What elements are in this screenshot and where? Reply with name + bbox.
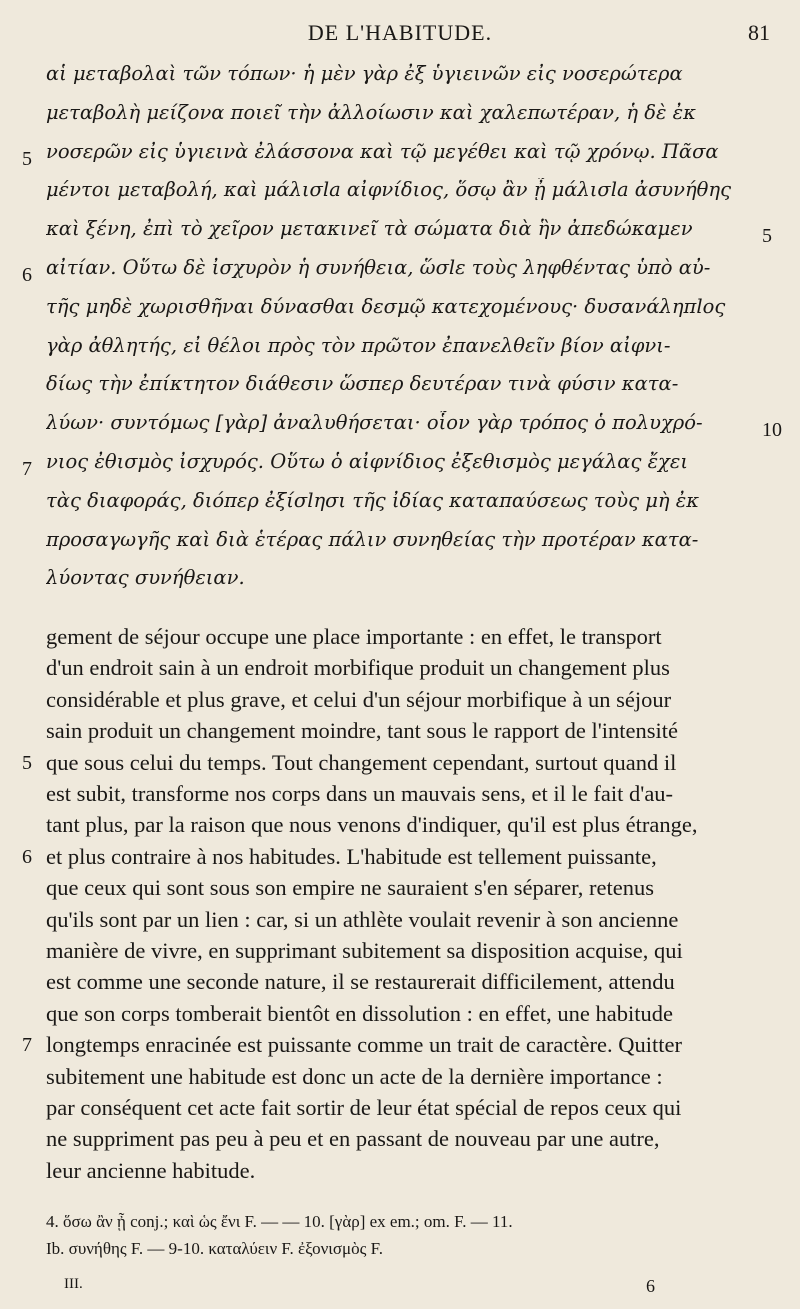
line-number-left: 6 <box>22 264 32 286</box>
notes-line: 4. ὅσω ἂν ᾖ conj.; καὶ ὡς ἔνι F. — — 10. [γὰρ] ex em.; om. F. — 11. <box>46 1212 513 1231</box>
line-number-right: 10 <box>762 419 782 442</box>
french-text-line: et plus contraire à nos habitudes. L'habitude est tellement puissante, <box>46 843 657 869</box>
gathering-number: 6 <box>646 1276 655 1296</box>
french-text-line: longtemps enracinée est puissante comme un trait de caractère. Quitter <box>46 1032 682 1058</box>
greek-text-line: λύων· συντόμως [γὰρ] ἀναλυθήσεται· οἷον γὰρ τρόπος ὁ πολυχρό- <box>46 411 703 435</box>
french-text-line: gement de séjour occupe une place importante : en effet, le transport <box>46 624 662 649</box>
greek-text-line: μεταβολὴ μείζονα ποιεῖ τὴν ἀλλοίωσιν καὶ χαλεπωτέραν, ἡ δὲ ἐκ <box>46 100 696 124</box>
running-title: DE L'HABITUDE. <box>307 20 493 45</box>
signature-mark: III. <box>64 1276 83 1292</box>
french-text-line: qu'ils sont par un lien : car, si un athlète voulait revenir à son ancienne <box>46 906 679 932</box>
french-text-line: considérable et plus grave, et celui d'un séjour morbifique à un séjour <box>46 686 672 712</box>
greek-text-line: νιος ἐθισμὸς ἰσχυρός. Οὕτω ὁ αἰφνίδιος ἐξεθισμὸς μεγάλας ἔχει <box>46 450 688 473</box>
greek-text-line: αἰτίαν. Οὕτω δὲ ἰσχυρὸν ἡ συνήθεια, ὥσlε τοὺς ληφθέντας ὑπὸ αὐ- <box>46 256 711 279</box>
greek-text-line: γὰρ ἀθλητής, εἰ θέλοι πρὸς τὸν πρῶτον ἐπανελθεῖν βίον αἰφνι- <box>46 333 671 357</box>
greek-text-line: τῆς μηδὲ χωρισθῆναι δύνασθαι δεσμῷ κατεχομένους· δυσανάληπlος <box>46 294 726 318</box>
french-text-line: d'un endroit sain à un endroit morbifique produit un changement plus <box>46 655 670 681</box>
line-number-left: 7 <box>22 1034 32 1057</box>
french-text-line: manière de vivre, en supprimant subitement sa disposition acquise, qui <box>46 938 683 963</box>
french-text-line: ne suppriment pas peu à peu et en passant de nouveau par une autre, <box>46 1126 660 1152</box>
greek-text-line: δίως τὴν ἐπίκτητον διάθεσιν ὥσπερ δευτέραν τινὰ φύσιν κατα- <box>46 372 679 396</box>
line-number-right: 5 <box>762 225 772 248</box>
french-text-line: que son corps tomberait bientôt en dissolution : en effet, une habitude <box>46 1000 673 1026</box>
greek-text-line: αἱ μεταβολαὶ τῶν τόπων· ἡ μὲν γὰρ ἐξ ὑγιεινῶν εἰς νοσερώτερα <box>46 62 683 85</box>
line-number-left: 6 <box>22 845 32 868</box>
french-text-line: est subit, transforme nos corps dans un mauvais sens, et il le fait d'au- <box>46 781 674 806</box>
line-number-left: 7 <box>22 458 32 480</box>
line-number-left: 5 <box>22 751 32 774</box>
french-text-line: leur ancienne habitude. <box>46 1157 256 1183</box>
french-text-line: que sous celui du temps. Tout changement cependant, surtout quand il <box>46 749 677 775</box>
signature-line <box>0 1276 800 1300</box>
greek-text-line: νοσερῶν εἰς ὑγιεινὰ ἐλάσσονα καὶ τῷ μεγέθει καὶ τῷ χρόνῳ. Πᾶσα <box>46 139 719 163</box>
greek-text-line: καὶ ξένη, ἐπὶ τὸ χεῖρον μετακινεῖ τὰ σώματα διὰ ἣν ἀπεδώκαμεν <box>46 217 693 241</box>
greek-text-line: τὰς διαφοράς, διόπερ ἐξίσlησι τῆς ἰδίας καταπαύσεως τοὺς μὴ ἐκ <box>46 488 700 512</box>
page-number: 81 <box>748 20 770 45</box>
french-text-line: que ceux qui sont sous son empire ne sauraient s'en séparer, retenus <box>46 875 654 901</box>
notes-line: Ib. συνήθης F. — 9-10. καταλύειν F. ἐξονισμὸς F. <box>46 1239 383 1258</box>
french-text-line: sain produit un changement moindre, tant sous le rapport de l'intensité <box>46 718 679 744</box>
greek-text-line: προσαγωγῆς καὶ διὰ ἑτέρας πάλιν συνηθείας τὴν προτέραν κατα- <box>46 527 699 551</box>
page-header <box>0 20 800 50</box>
french-text-line: par conséquent cet acte fait sortir de leur état spécial de repos ceux qui <box>46 1095 682 1120</box>
french-text-line: tant plus, par la raison que nous venons d'indiquer, qu'il est plus étrange, <box>46 812 698 838</box>
french-text-line: est comme une seconde nature, il se restaurerait difficilement, attendu <box>46 969 675 995</box>
greek-text-line: λύοντας συνήθειαν. <box>46 566 245 590</box>
line-number-left: 5 <box>22 147 32 170</box>
greek-text-line: μέντοι μεταβολή, καὶ μάλισla αἰφνίδιος, ὅσῳ ἂν ᾖ μάλισla ἀσυνήθης <box>46 178 732 202</box>
french-text-line: subitement une habitude est donc un acte de la dernière importance : <box>46 1063 663 1089</box>
